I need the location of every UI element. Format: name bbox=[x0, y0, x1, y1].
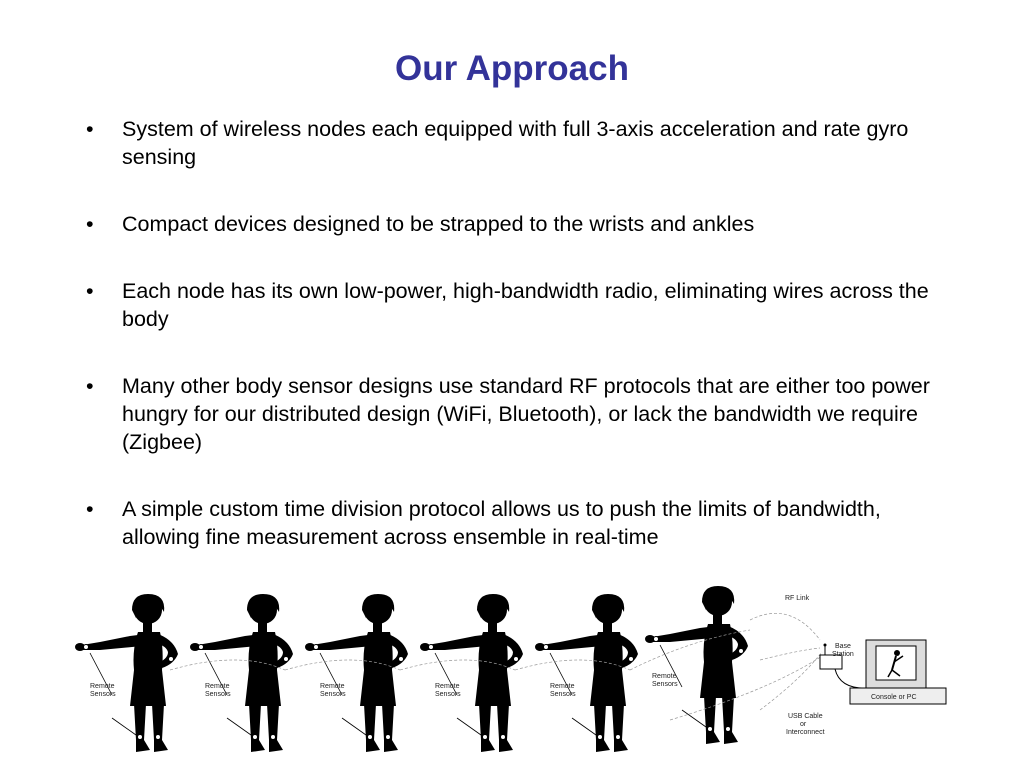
bullet-item bbox=[82, 277, 942, 333]
remote-sensors-label-3 bbox=[320, 683, 346, 698]
rf-link-label: RF Link bbox=[785, 595, 810, 602]
svg-text:Remote: Remote bbox=[90, 683, 115, 690]
remote-sensors-label-4 bbox=[435, 683, 461, 698]
console-label: Console or PC bbox=[871, 694, 917, 701]
bullet-item bbox=[82, 210, 942, 238]
svg-text:Interconnect: Interconnect bbox=[786, 729, 825, 736]
bullet-icon: • bbox=[86, 212, 94, 236]
dancer-silhouette-2 bbox=[190, 594, 293, 752]
bullet-icon: • bbox=[86, 497, 94, 521]
dancer-silhouette-3 bbox=[305, 594, 408, 752]
dancer-silhouette-1 bbox=[75, 594, 178, 752]
bullet-text: Each node has its own low-power, high-bandwidth radio, eliminating wires across the body bbox=[122, 279, 929, 331]
bullet-icon: • bbox=[86, 279, 94, 303]
svg-text:USB Cable: USB Cable bbox=[788, 713, 823, 720]
bullet-text: Compact devices designed to be strapped to the wrists and ankles bbox=[122, 212, 755, 236]
svg-text:Sensors: Sensors bbox=[205, 691, 231, 698]
svg-text:Sensors: Sensors bbox=[320, 691, 346, 698]
svg-text:Remote: Remote bbox=[435, 683, 460, 690]
svg-text:Remote: Remote bbox=[550, 683, 575, 690]
bullet-icon: • bbox=[86, 374, 94, 398]
dancer-silhouette-5 bbox=[535, 594, 638, 752]
svg-text:or: or bbox=[800, 721, 807, 728]
bullet-item bbox=[82, 495, 942, 551]
console-pc bbox=[850, 640, 946, 704]
dancer-silhouette-6 bbox=[645, 586, 748, 744]
svg-text:Remote: Remote bbox=[320, 683, 345, 690]
bullet-icon: • bbox=[86, 117, 94, 141]
bullet-item bbox=[82, 115, 942, 171]
svg-text:Sensors: Sensors bbox=[652, 681, 678, 688]
sensor-network-figure bbox=[70, 560, 960, 760]
base-station bbox=[820, 643, 854, 669]
remote-sensors-label-2 bbox=[205, 683, 231, 698]
svg-text:Sensors: Sensors bbox=[435, 691, 461, 698]
remote-sensors-label-6 bbox=[652, 673, 678, 688]
remote-sensors-label-1 bbox=[90, 683, 116, 698]
bullet-text: A simple custom time division protocol allows us to push the limits of bandwidth, allowing fine measurement across ensemble in real-time bbox=[122, 497, 881, 549]
svg-text:Remote: Remote bbox=[652, 673, 677, 680]
svg-text:Station: Station bbox=[832, 651, 854, 658]
bullet-text: System of wireless nodes each equipped with full 3-axis acceleration and rate gyro sensing bbox=[122, 117, 909, 169]
bullet-item bbox=[82, 372, 942, 456]
svg-text:Sensors: Sensors bbox=[90, 691, 116, 698]
remote-sensors-label-5 bbox=[550, 683, 576, 698]
usb-cable-label bbox=[786, 713, 825, 736]
svg-text:Sensors: Sensors bbox=[550, 691, 576, 698]
svg-text:Remote: Remote bbox=[205, 683, 230, 690]
slide-title: Our Approach bbox=[395, 49, 629, 88]
dancer-silhouette-4 bbox=[420, 594, 523, 752]
bullet-list bbox=[82, 115, 942, 590]
base-station-label: Base bbox=[835, 643, 851, 650]
bullet-text: Many other body sensor designs use standard RF protocols that are either too power hungry for our distributed design (WiFi, Bluetooth), or lack the bandwidth we require (Zigbee) bbox=[122, 374, 930, 454]
